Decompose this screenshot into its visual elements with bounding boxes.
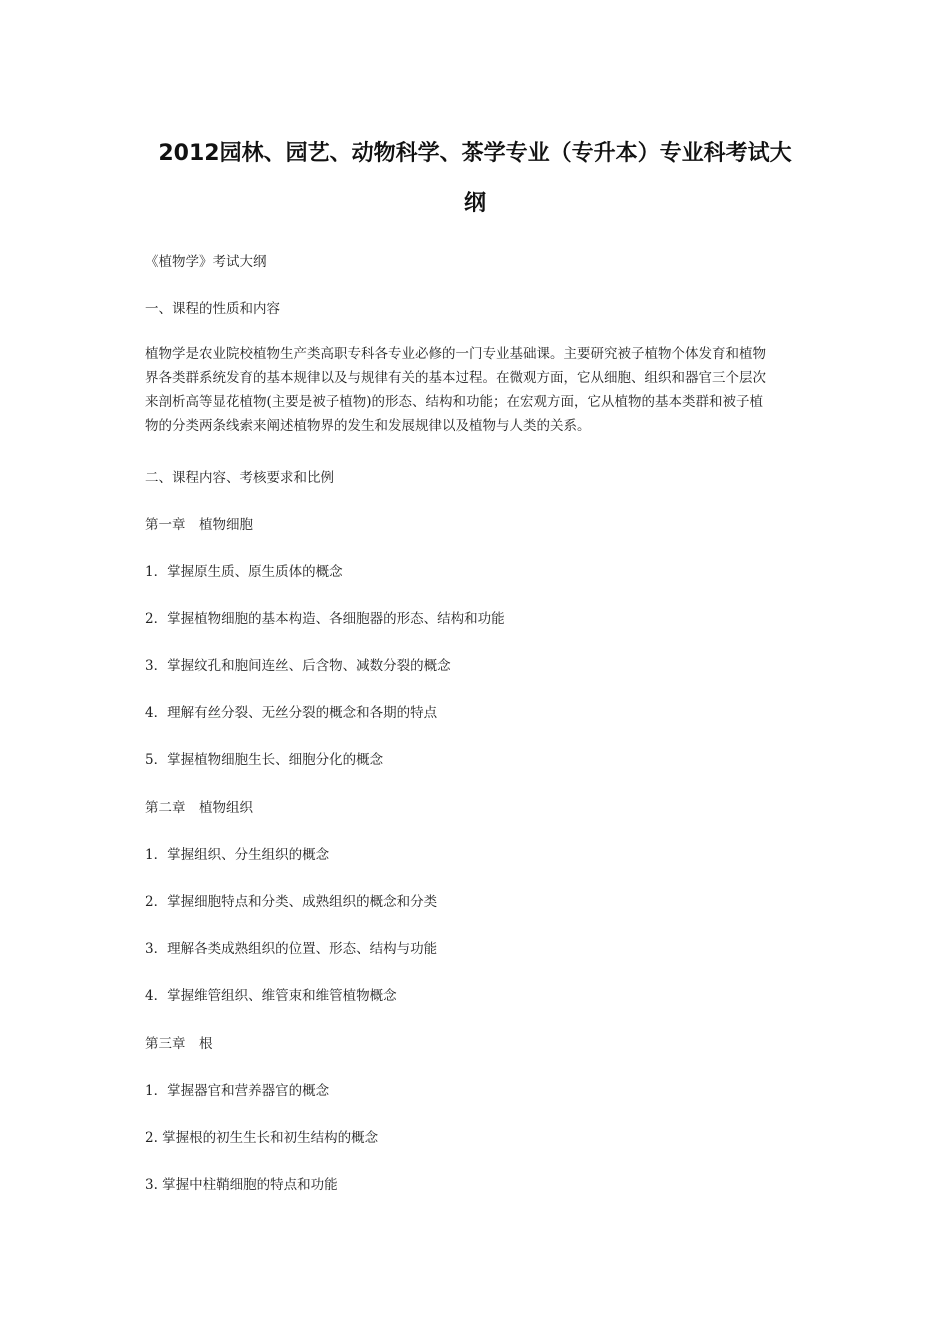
list-item: 2．掌握植物细胞的基本构造、各细胞器的形态、结构和功能	[145, 611, 505, 627]
list-item: 2．掌握细胞特点和分类、成熟组织的概念和分类	[145, 894, 438, 910]
document-title-line-1: 2012园林、园艺、动物科学、茶学专业（专升本）专业科考试大	[158, 141, 792, 166]
list-item: 1．掌握组织、分生组织的概念	[145, 847, 330, 863]
chapter-title: 第二章 植物组织	[145, 800, 253, 816]
list-item: 1．掌握原生质、原生质体的概念	[145, 564, 343, 580]
list-item: 4．掌握维管组织、维管束和维管植物概念	[145, 988, 397, 1004]
paragraph-line: 界各类群系统发育的基本规律以及与规律有关的基本过程。在微观方面，它从细胞、组织和器官三个层次	[145, 370, 766, 386]
paragraph-line: 植物学是农业院校植物生产类高职专科各专业必修的一门专业基础课。主要研究被子植物个体发育和植物	[145, 346, 766, 362]
chapter-title: 第一章 植物细胞	[145, 517, 253, 533]
section-heading-nature: 一、课程的性质和内容	[145, 301, 280, 317]
list-item: 3．掌握纹孔和胞间连丝、后含物、减数分裂的概念	[145, 658, 451, 674]
document-title-line-2: 纲	[463, 191, 486, 216]
list-item: 3．理解各类成熟组织的位置、形态、结构与功能	[145, 941, 438, 957]
course-description-paragraph	[145, 342, 809, 438]
paragraph-line: 来剖析高等显花植物(主要是被子植物)的形态、结构和功能；在宏观方面，它从植物的基本类群和被子植	[145, 394, 764, 410]
list-item: 2. 掌握根的初生生长和初生结构的概念	[145, 1130, 379, 1146]
list-item: 4．理解有丝分裂、无丝分裂的概念和各期的特点	[145, 705, 438, 721]
section-heading-content: 二、课程内容、考核要求和比例	[145, 470, 334, 486]
chapter-title: 第三章 根	[145, 1036, 213, 1052]
syllabus-subtitle: 《植物学》考试大纲	[145, 254, 267, 270]
list-item: 5．掌握植物细胞生长、细胞分化的概念	[145, 752, 384, 768]
list-item: 1．掌握器官和营养器官的概念	[145, 1083, 330, 1099]
list-item: 3. 掌握中柱鞘细胞的特点和功能	[145, 1177, 338, 1193]
paragraph-line: 物的分类两条线索来阐述植物界的发生和发展规律以及植物与人类的关系。	[145, 418, 591, 434]
